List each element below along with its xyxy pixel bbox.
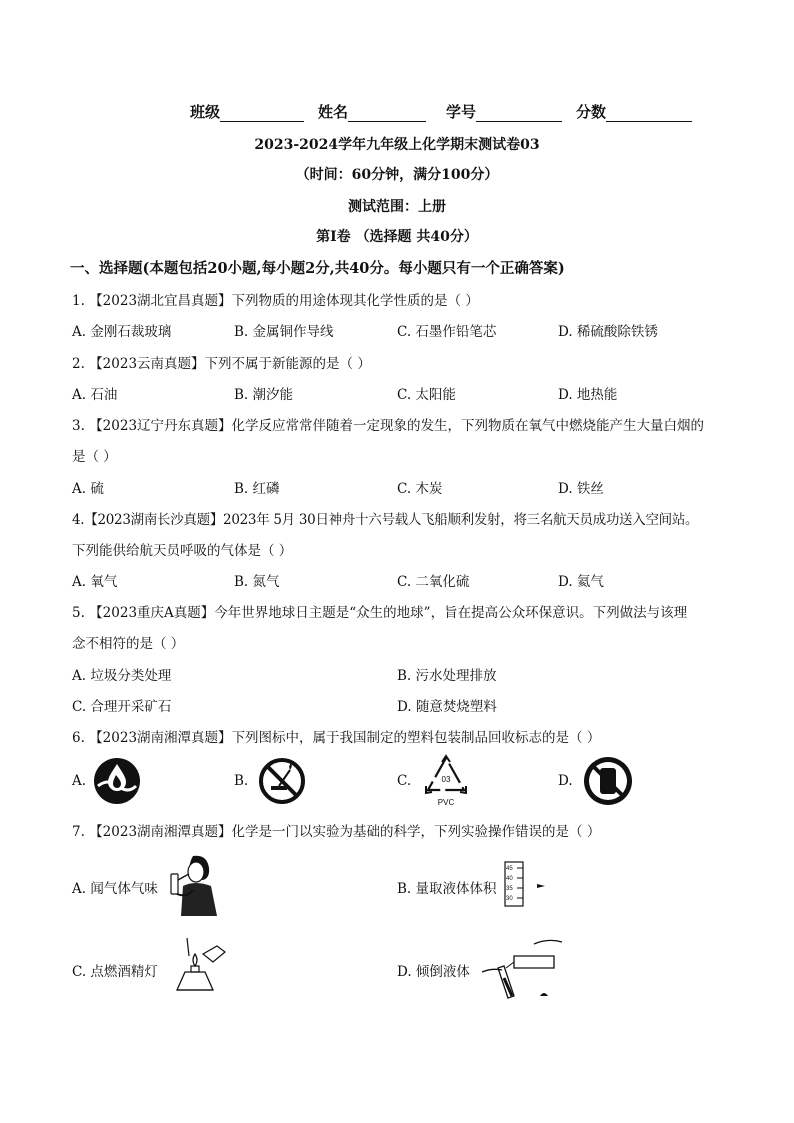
q4-option-d[interactable]: D. 氦气 <box>558 574 604 590</box>
score-label: 分数 <box>576 103 607 121</box>
question-5-stem-line1: 5. 【2023重庆A真题】今年世界地球日主题是“众生的地球”，旨在提高公众环保意识。下列做法与该理 <box>72 605 688 621</box>
q2-option-b[interactable]: B. 潮汐能 <box>234 387 294 403</box>
no-dumping-icon <box>581 754 635 808</box>
question-2-stem: 2. 【2023云南真题】下列不属于新能源的是（ ） <box>72 356 371 372</box>
q7-option-c[interactable]: C. 点燃酒精灯 <box>72 964 158 980</box>
question-3-stem-line2: 是（ ） <box>72 449 117 465</box>
exam-time: （时间：60分钟，满分100分） <box>295 167 499 183</box>
class-blank[interactable] <box>220 105 304 122</box>
score-blank[interactable] <box>606 105 692 122</box>
no-fire-icon <box>257 756 307 806</box>
question-7-stem: 7. 【2023湖南湘潭真题】化学是一门以实验为基础的科学，下列实验操作错误的是（ ） <box>72 824 601 840</box>
q3-option-a[interactable]: A. 硫 <box>72 481 104 497</box>
water-saving-icon <box>92 756 142 806</box>
question-4-stem-line2: 下列能供给航天员呼吸的气体是（ ） <box>72 543 293 559</box>
question-5-stem-line2: 念不相符的是（ ） <box>72 636 185 652</box>
q3-option-c[interactable]: C. 木炭 <box>397 481 443 497</box>
id-blank[interactable] <box>476 105 562 122</box>
q4-option-a[interactable]: A. 氧气 <box>72 574 118 590</box>
recycle-material: PVC <box>437 798 455 807</box>
name-blank[interactable] <box>348 105 426 122</box>
cylinder-tick-40: 40 <box>506 876 513 882</box>
alcohol-lamp-illustration <box>167 936 229 994</box>
id-label: 学号 <box>446 103 477 121</box>
graduated-cylinder-illustration <box>503 860 549 910</box>
question-6-stem: 6. 【2023湖南湘潭真题】下列图标中，属于我国制定的塑料包装制品回收标志的是（ ） <box>72 730 601 746</box>
q1-option-b[interactable]: B. 金属铜作导线 <box>234 324 334 340</box>
q3-option-d[interactable]: D. 铁丝 <box>558 481 604 497</box>
q2-option-d[interactable]: D. 地热能 <box>558 387 618 403</box>
q2-option-a[interactable]: A. 石油 <box>72 387 118 403</box>
q6-option-d[interactable]: D. <box>558 773 573 789</box>
section-heading: 一、选择题(本题包括20小题,每小题2分,共40分。每小题只有一个正确答案) <box>70 260 565 277</box>
q3-option-b[interactable]: B. 红磷 <box>234 481 280 497</box>
question-1-stem: 1. 【2023湖北宜昌真题】下列物质的用途体现其化学性质的是（ ） <box>72 293 479 309</box>
q5-option-c[interactable]: C. 合理开采矿石 <box>72 699 172 715</box>
q1-option-d[interactable]: D. 稀硫酸除铁锈 <box>558 324 658 340</box>
smell-gas-illustration <box>163 852 223 918</box>
header-score <box>576 101 692 122</box>
exam-scope: 测试范围：上册 <box>348 199 446 215</box>
q7-option-b[interactable]: B. 量取液体体积 <box>397 881 497 897</box>
header-class <box>190 101 304 122</box>
q4-option-b[interactable]: B. 氮气 <box>234 574 280 590</box>
cylinder-tick-35: 35 <box>506 886 513 892</box>
q7-option-a[interactable]: A. 闻气体气味 <box>72 881 158 897</box>
header-id <box>446 101 562 122</box>
volume-title: 第Ⅰ卷 （选择题 共40分） <box>316 229 478 245</box>
q6-option-b[interactable]: B. <box>234 773 249 789</box>
q5-option-a[interactable]: A. 垃圾分类处理 <box>72 668 172 684</box>
name-label: 姓名 <box>318 103 349 121</box>
q5-option-b[interactable]: B. 污水处理排放 <box>397 668 497 684</box>
cylinder-tick-45: 45 <box>506 866 513 872</box>
q2-option-c[interactable]: C. 太阳能 <box>397 387 456 403</box>
q1-option-a[interactable]: A. 金刚石裁玻璃 <box>72 324 172 340</box>
recycle-code: 03 <box>441 775 451 784</box>
q5-option-d[interactable]: D. 随意焚烧塑料 <box>397 699 497 715</box>
q4-option-c[interactable]: C. 二氧化硫 <box>397 574 470 590</box>
exam-title: 2023-2024学年九年级上化学期末测试卷03 <box>254 137 540 153</box>
recycle-icon <box>418 752 474 808</box>
class-label: 班级 <box>190 103 221 121</box>
pour-liquid-illustration <box>474 934 570 1004</box>
q6-option-c[interactable]: C. <box>397 773 412 789</box>
q6-option-a[interactable]: A. <box>72 773 87 789</box>
cylinder-tick-30: 30 <box>506 896 513 902</box>
header-name <box>318 101 426 122</box>
question-4-stem-line1: 4.【2023湖南长沙真题】2023年 5月 30日神舟十六号载人飞船顺利发射，将三名航天员成功送入空间站。 <box>72 512 699 528</box>
q7-option-d[interactable]: D. 倾倒液体 <box>397 964 470 980</box>
question-3-stem-line1: 3. 【2023辽宁丹东真题】化学反应常常伴随着一定现象的发生，下列物质在氧气中燃烧能产生大量白烟的 <box>72 418 705 434</box>
q1-option-c[interactable]: C. 石墨作铅笔芯 <box>397 324 497 340</box>
